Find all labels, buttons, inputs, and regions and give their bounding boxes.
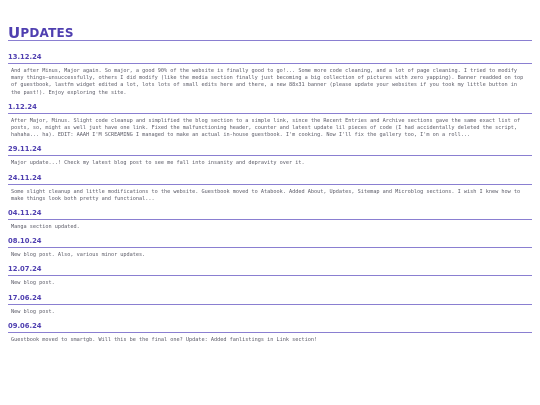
update-date: 08.10.24: [8, 237, 532, 248]
update-entry: [8, 145, 532, 167]
update-text: Manga section updated.: [11, 224, 80, 231]
update-entry: [8, 209, 532, 231]
update-text: New blog post. Also, various minor updates.: [11, 252, 146, 259]
update-text: Some slight cleanup and little modifications to the website. Guestbook moved to Atabook. Added About, Updates, Sitemap and Microblog sections. I wish I knew how to make things look both pretty and functional...: [11, 188, 521, 202]
update-entry: [8, 237, 532, 259]
update-text: After Major, Minus. Slight code cleanup and simplified the blog section to a simple link, since the Recent Entries and Archive sections gave the same exact list of posts, so, might as well just have one link. Fixed the malfunctioning header, counter and latest update lil pieces of code (I had accidentally deleted the script, hahaha... ha). EDIT: AAAH I'M SCREAMING I managed to make an actual in-house guestbook. I'm cooking. Now I'll fix the gallery too, I'm on a roll...: [11, 117, 521, 139]
update-entry: [8, 53, 532, 97]
update-date: 04.11.24: [8, 209, 532, 220]
update-text: Guestbook moved to smartgb. Will this be the final one? Update: Added fanlistings in Link section!: [11, 336, 318, 343]
update-date: 17.06.24: [8, 294, 532, 305]
update-entry: [8, 322, 532, 344]
update-date: 09.06.24: [8, 322, 532, 333]
page-header: [8, 22, 532, 41]
page-title-rest: PDATES: [20, 26, 74, 40]
page-title: [8, 26, 74, 40]
update-entry: [8, 294, 532, 316]
update-date: 13.12.24: [8, 53, 532, 64]
update-entry: [8, 265, 532, 287]
update-date: 12.07.24: [8, 265, 532, 276]
update-date: 1.12.24: [8, 103, 532, 114]
update-text: New blog post.: [11, 280, 55, 287]
update-date: 29.11.24: [8, 145, 532, 156]
update-text: Major update...! Check my latest blog post to see me fall into insanity and depravity over it.: [11, 160, 305, 167]
update-text: And after Minus, Major again. So major, a good 90% of the website is finally good to go!... Some more code cleaning, and a lot of page cleaning. I tried to modify many things—unsuccessfully, others I did modify (like the media section finally just becoming a big collection of pictures with zero yapping). Banner readded on top of guestbook, lastfm widget edited a lot, lots lots of small edits here and there, a new 88x31 banner (please update your websites if you took my little button in the past!). Enjoy exploring the site.: [11, 68, 524, 96]
update-text: New blog post.: [11, 308, 55, 315]
update-entry: [8, 103, 532, 140]
update-date: 24.11.24: [8, 174, 532, 185]
update-entry: [8, 174, 532, 203]
page-title-initial: U: [8, 24, 21, 42]
updates-page: [8, 22, 532, 350]
